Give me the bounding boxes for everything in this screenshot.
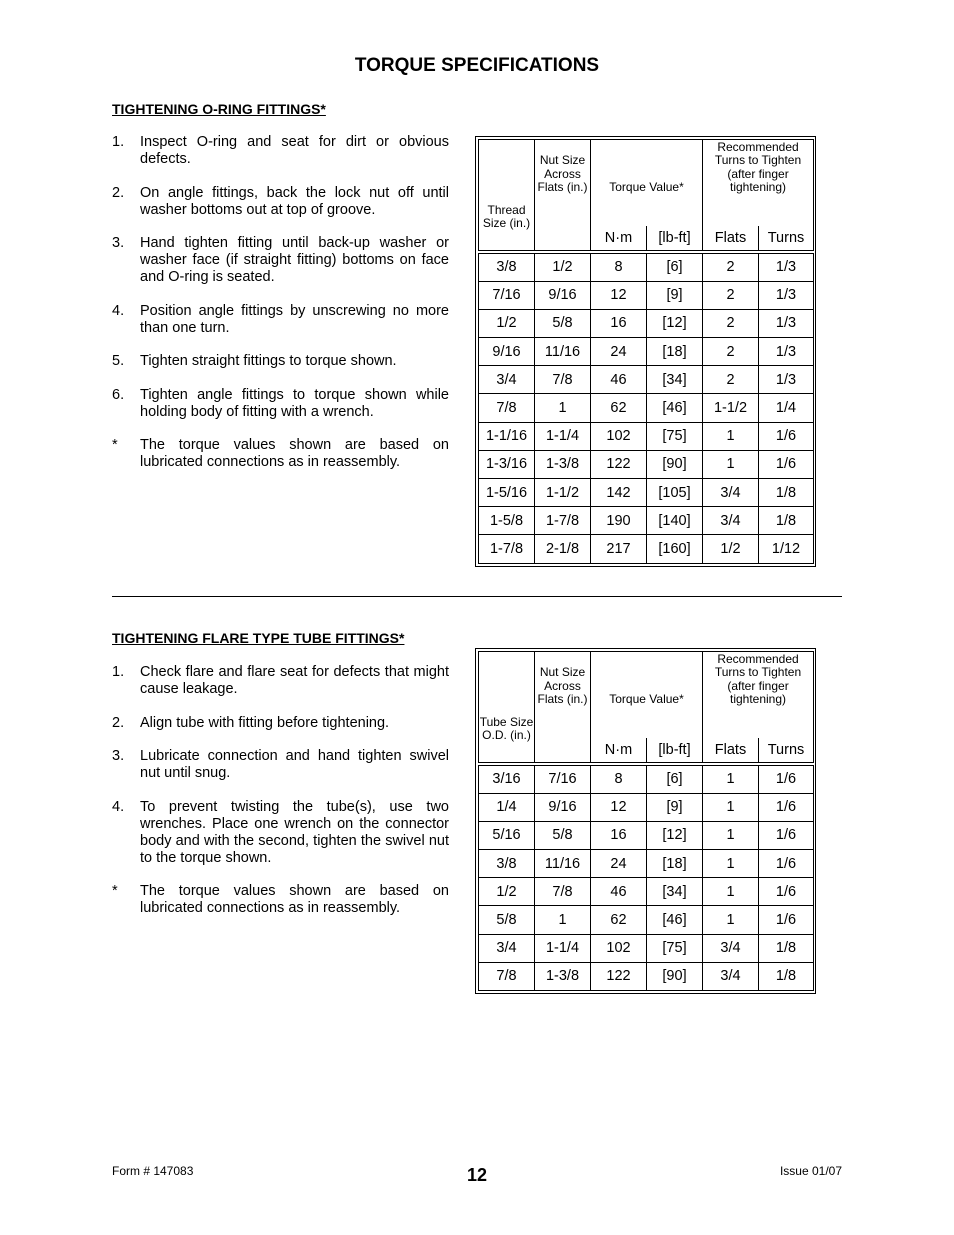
flare-table-body (479, 762, 814, 991)
cell-torque-lbft: [6] (647, 765, 703, 793)
step-text: Tighten angle fittings to torque shown while holding body of fitting with a wrench. (140, 386, 449, 420)
cell-turns: 1/8 (759, 934, 814, 962)
cell-size: 5/16 (479, 821, 535, 849)
cell-flats: 2 (703, 366, 759, 394)
step-item (112, 883, 449, 917)
oring-section-heading: TIGHTENING O-RING FITTINGS* (112, 101, 326, 117)
cell-size: 3/16 (479, 765, 535, 793)
cell-nut-size: 1-1/4 (535, 934, 591, 962)
cell-turns: 1/6 (759, 422, 814, 450)
cell-flats: 1 (703, 422, 759, 450)
cell-nut-size: 1-3/8 (535, 962, 591, 990)
flare-steps-list (112, 664, 449, 934)
cell-nut-size: 11/16 (535, 850, 591, 878)
header-recommended-turns: Recommended Turns to Tighten (after finger tightening) (703, 652, 814, 738)
cell-flats: 3/4 (703, 507, 759, 535)
cell-size: 1-5/16 (479, 479, 535, 507)
cell-torque-lbft: [140] (647, 507, 703, 535)
table-row (479, 850, 814, 878)
step-number: 2. (112, 714, 125, 731)
cell-torque-lbft: [160] (647, 535, 703, 563)
cell-torque-nm: 8 (591, 253, 647, 281)
cell-flats: 1 (703, 878, 759, 906)
cell-flats: 2 (703, 253, 759, 281)
cell-torque-lbft: [75] (647, 422, 703, 450)
cell-torque-nm: 8 (591, 765, 647, 793)
cell-torque-lbft: [34] (647, 878, 703, 906)
cell-nut-size: 1-7/8 (535, 507, 591, 535)
table-row (479, 507, 814, 535)
cell-torque-nm: 24 (591, 338, 647, 366)
cell-torque-lbft: [105] (647, 479, 703, 507)
header-recommended-turns: Recommended Turns to Tighten (after finger tightening) (703, 140, 814, 226)
step-number: 1. (112, 134, 125, 150)
table-row (479, 793, 814, 821)
table-row (479, 934, 814, 962)
table-row (479, 821, 814, 849)
cell-size: 7/8 (479, 394, 535, 422)
cell-flats: 2 (703, 309, 759, 337)
cell-torque-lbft: [18] (647, 850, 703, 878)
step-number: 4. (112, 798, 125, 815)
step-item (112, 134, 449, 168)
step-text: Check flare and flare seat for defects that might cause leakage. (140, 664, 449, 697)
cell-torque-nm: 24 (591, 850, 647, 878)
cell-flats: 1/2 (703, 535, 759, 563)
cell-turns: 1/6 (759, 765, 814, 793)
cell-torque-lbft: [12] (647, 821, 703, 849)
cell-size: 1-3/16 (479, 450, 535, 478)
header-torque-value: Torque Value* (591, 652, 703, 738)
cell-torque-nm: 217 (591, 535, 647, 563)
cell-nut-size: 5/8 (535, 309, 591, 337)
cell-nut-size: 9/16 (535, 793, 591, 821)
cell-flats: 1 (703, 765, 759, 793)
cell-flats: 2 (703, 281, 759, 309)
cell-flats: 2 (703, 338, 759, 366)
step-number: 3. (112, 748, 125, 764)
cell-turns: 1/6 (759, 793, 814, 821)
cell-nut-size: 1 (535, 394, 591, 422)
header-flats: Flats (703, 226, 759, 251)
cell-size: 3/8 (479, 850, 535, 878)
cell-flats: 1 (703, 906, 759, 934)
table-row (479, 281, 814, 309)
cell-turns: 1/3 (759, 366, 814, 394)
table-row (479, 253, 814, 281)
cell-turns: 1/8 (759, 479, 814, 507)
cell-turns: 1/6 (759, 850, 814, 878)
step-number: 4. (112, 302, 125, 319)
cell-size: 3/8 (479, 253, 535, 281)
step-text: Inspect O-ring and seat for dirt or obvious defects. (140, 134, 449, 167)
cell-size: 5/8 (479, 906, 535, 934)
cell-torque-lbft: [90] (647, 962, 703, 990)
cell-size: 1-1/16 (479, 422, 535, 450)
cell-flats: 3/4 (703, 962, 759, 990)
cell-torque-lbft: [6] (647, 253, 703, 281)
cell-turns: 1/6 (759, 450, 814, 478)
cell-torque-nm: 16 (591, 309, 647, 337)
cell-torque-lbft: [75] (647, 934, 703, 962)
step-item (112, 303, 449, 337)
cell-torque-nm: 12 (591, 281, 647, 309)
cell-torque-nm: 102 (591, 934, 647, 962)
step-item (112, 664, 449, 698)
step-text: Hand tighten fitting until back-up washer or washer face (if straight fitting) bottoms on face and O-ring is seated. (140, 235, 449, 285)
cell-size: 1/4 (479, 793, 535, 821)
header-lbft: [lb-ft] (647, 226, 703, 251)
cell-nut-size: 7/16 (535, 765, 591, 793)
cell-turns: 1/6 (759, 878, 814, 906)
cell-torque-nm: 102 (591, 422, 647, 450)
step-item (112, 185, 449, 219)
table-row (479, 878, 814, 906)
oring-table-body (479, 250, 814, 563)
cell-torque-lbft: [12] (647, 309, 703, 337)
cell-flats: 1 (703, 793, 759, 821)
step-text: To prevent twisting the tube(s), use two wrenches. Place one wrench on the connector body and with the second, tighten the swivel nut to the torque shown. (140, 798, 449, 866)
table-row (479, 309, 814, 337)
step-item (112, 235, 449, 286)
step-item (112, 437, 449, 471)
cell-nut-size: 2-1/8 (535, 535, 591, 563)
cell-turns: 1/3 (759, 309, 814, 337)
cell-turns: 1/12 (759, 535, 814, 563)
step-item (112, 748, 449, 782)
cell-nut-size: 1-1/4 (535, 422, 591, 450)
cell-nut-size: 5/8 (535, 821, 591, 849)
flare-torque-table (475, 648, 816, 994)
cell-turns: 1/4 (759, 394, 814, 422)
cell-torque-nm: 122 (591, 962, 647, 990)
cell-nut-size: 1 (535, 906, 591, 934)
cell-flats: 1-1/2 (703, 394, 759, 422)
header-torque-value: Torque Value* (591, 140, 703, 226)
step-text: The torque values shown are based on lubricated connections as in reassembly. (140, 437, 449, 470)
oring-torque-table (475, 136, 816, 567)
issue-date: Issue 01/07 (779, 1164, 842, 1178)
table-row (479, 765, 814, 793)
cell-size: 1/2 (479, 309, 535, 337)
cell-size: 1/2 (479, 878, 535, 906)
header-nm: N·m (591, 738, 647, 763)
cell-turns: 1/3 (759, 253, 814, 281)
cell-torque-lbft: [90] (647, 450, 703, 478)
section-divider (112, 596, 842, 597)
cell-size: 1-7/8 (479, 535, 535, 563)
header-turns: Turns (759, 226, 814, 251)
step-text: On angle fittings, back the lock nut off until washer bottoms out at top of groove. (140, 184, 449, 218)
cell-torque-lbft: [46] (647, 394, 703, 422)
cell-nut-size: 1-3/8 (535, 450, 591, 478)
cell-size: 7/16 (479, 281, 535, 309)
cell-nut-size: 1/2 (535, 253, 591, 281)
cell-nut-size: 11/16 (535, 338, 591, 366)
step-text: Align tube with fitting before tightening. (140, 714, 390, 731)
cell-size: 1-5/8 (479, 507, 535, 535)
header-lbft: [lb-ft] (647, 738, 703, 763)
step-number: * (112, 437, 118, 453)
cell-turns: 1/3 (759, 281, 814, 309)
step-number: 2. (112, 184, 125, 201)
cell-size: 3/4 (479, 366, 535, 394)
step-item (112, 387, 449, 421)
step-number: 1. (112, 664, 125, 680)
step-text: Position angle fittings by unscrewing no more than one turn. (140, 302, 449, 336)
cell-torque-nm: 16 (591, 821, 647, 849)
cell-torque-lbft: [46] (647, 906, 703, 934)
cell-torque-nm: 62 (591, 394, 647, 422)
step-number: * (112, 883, 118, 899)
cell-torque-nm: 46 (591, 878, 647, 906)
header-size: Thread Size (in.) (479, 140, 535, 251)
cell-torque-lbft: [9] (647, 281, 703, 309)
step-item (112, 799, 449, 867)
cell-torque-nm: 122 (591, 450, 647, 478)
header-nut-blank (535, 226, 591, 251)
step-item (112, 715, 449, 732)
oring-steps-list (112, 134, 449, 488)
cell-torque-nm: 46 (591, 366, 647, 394)
cell-flats: 3/4 (703, 479, 759, 507)
flare-section-heading: TIGHTENING FLARE TYPE TUBE FITTINGS* (112, 630, 405, 646)
table-row (479, 535, 814, 563)
page-number: 12 (466, 1165, 488, 1185)
cell-flats: 1 (703, 450, 759, 478)
cell-torque-lbft: [18] (647, 338, 703, 366)
cell-turns: 1/6 (759, 906, 814, 934)
step-number: 5. (112, 353, 125, 369)
table-row (479, 422, 814, 450)
header-size: Tube Size O.D. (in.) (479, 652, 535, 763)
cell-nut-size: 7/8 (535, 366, 591, 394)
cell-torque-nm: 142 (591, 479, 647, 507)
cell-torque-nm: 190 (591, 507, 647, 535)
cell-turns: 1/3 (759, 338, 814, 366)
header-nm: N·m (591, 226, 647, 251)
step-number: 3. (112, 235, 125, 251)
table-row (479, 338, 814, 366)
step-number: 6. (112, 386, 125, 403)
cell-torque-lbft: [9] (647, 793, 703, 821)
cell-nut-size: 9/16 (535, 281, 591, 309)
cell-torque-nm: 62 (591, 906, 647, 934)
table-row (479, 450, 814, 478)
step-item (112, 353, 449, 370)
header-nut-blank (535, 738, 591, 763)
cell-torque-lbft: [34] (647, 366, 703, 394)
cell-size: 3/4 (479, 934, 535, 962)
cell-nut-size: 1-1/2 (535, 479, 591, 507)
header-flats: Flats (703, 738, 759, 763)
cell-size: 7/8 (479, 962, 535, 990)
table-row (479, 394, 814, 422)
step-text: Lubricate connection and hand tighten swivel nut until snug. (140, 748, 449, 781)
header-nut-size: Nut Size Across Flats (in.) (535, 652, 591, 738)
step-text: The torque values shown are based on lubricated connections as in reassembly. (140, 883, 449, 916)
cell-nut-size: 7/8 (535, 878, 591, 906)
header-turns: Turns (759, 738, 814, 763)
cell-flats: 1 (703, 821, 759, 849)
cell-turns: 1/6 (759, 821, 814, 849)
page-title: TORQUE SPECIFICATIONS (354, 55, 600, 76)
header-nut-size: Nut Size Across Flats (in.) (535, 140, 591, 226)
cell-torque-nm: 12 (591, 793, 647, 821)
table-row (479, 479, 814, 507)
cell-flats: 3/4 (703, 934, 759, 962)
form-number: Form # 147083 (112, 1164, 194, 1178)
cell-size: 9/16 (479, 338, 535, 366)
table-row (479, 906, 814, 934)
table-row (479, 962, 814, 990)
table-row (479, 366, 814, 394)
step-text: Tighten straight fittings to torque shown. (140, 353, 397, 369)
cell-turns: 1/8 (759, 507, 814, 535)
cell-turns: 1/8 (759, 962, 814, 990)
cell-flats: 1 (703, 850, 759, 878)
